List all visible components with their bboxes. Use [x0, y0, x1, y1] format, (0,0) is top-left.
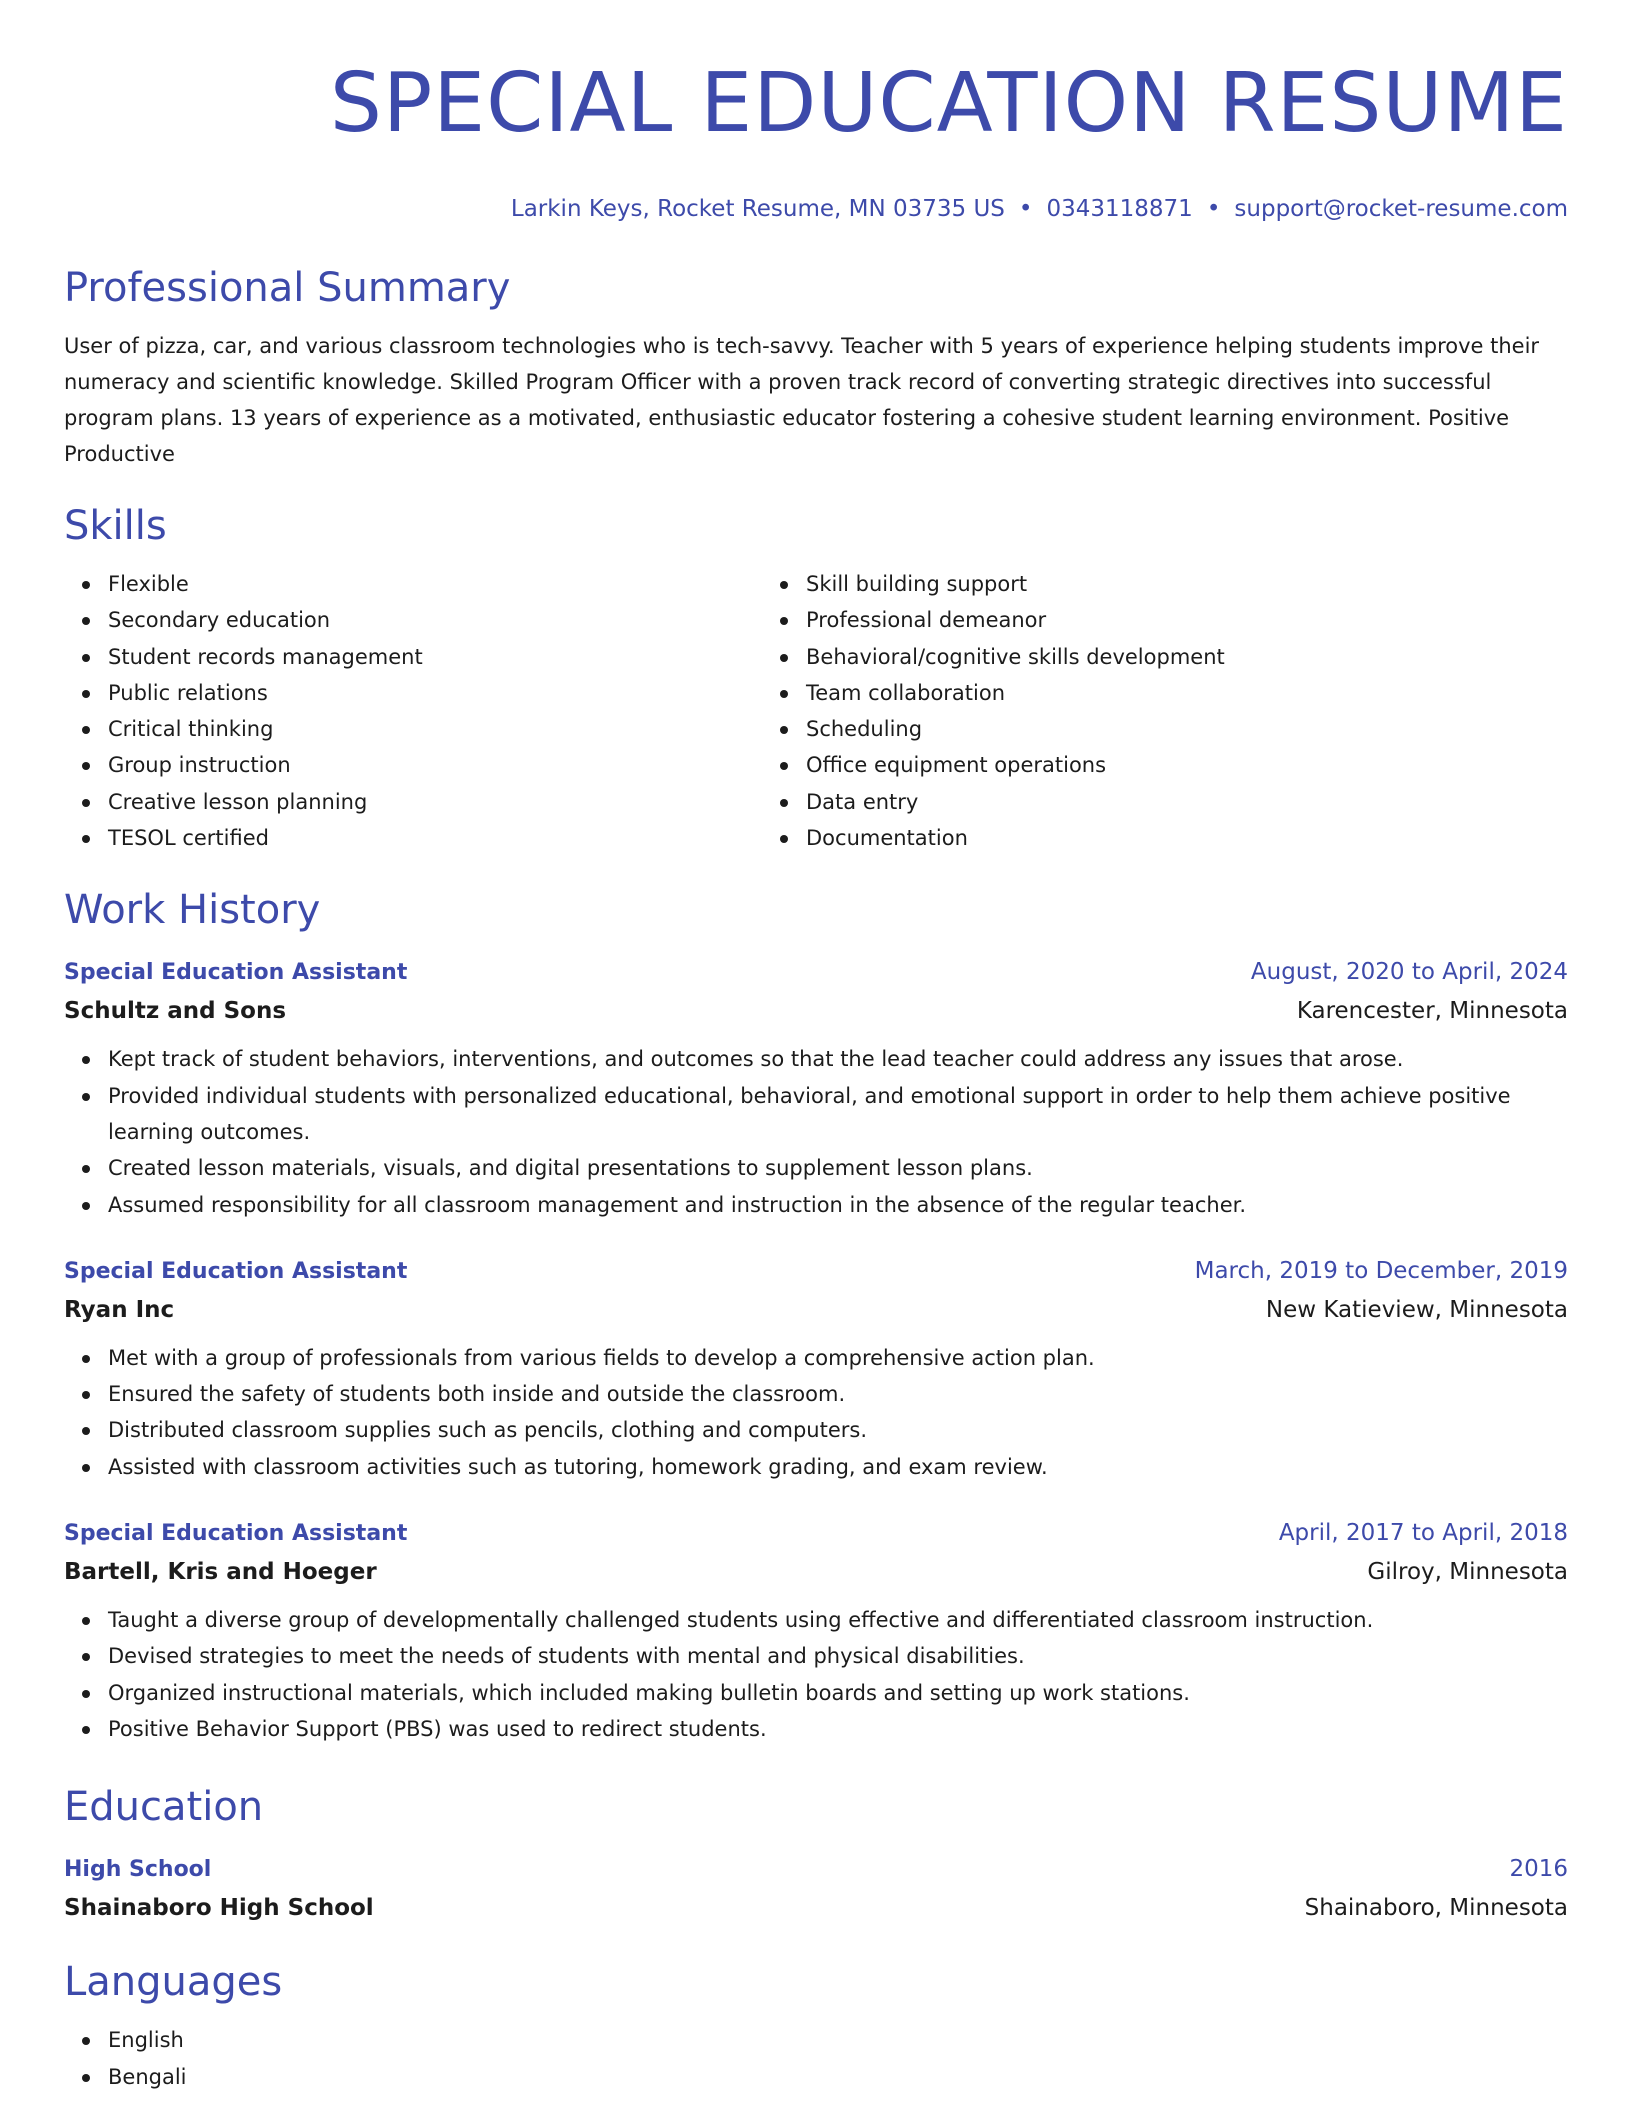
job-entry [64, 1255, 1568, 1485]
skill-item: Office equipment operations [806, 747, 1568, 783]
skills-column-left [64, 566, 762, 856]
job-location: New Katieview, Minnesota [1265, 1296, 1568, 1323]
job-title: Special Education Assistant [64, 960, 408, 986]
skill-item: Critical thinking [108, 711, 762, 747]
job-dates: April, 2017 to April, 2018 [1278, 1520, 1568, 1547]
job-dates: March, 2019 to December, 2019 [1194, 1257, 1568, 1284]
skill-item: Creative lesson planning [108, 784, 762, 820]
contact-email[interactable]: support@rocket-resume.com [1234, 196, 1568, 222]
education-heading: Education [64, 1784, 264, 1831]
skill-item: Flexible [108, 566, 762, 602]
job-entry [64, 1517, 1568, 1747]
skills-heading: Skills [64, 503, 167, 549]
skill-item: Student records management [108, 639, 762, 675]
job-duty: Assisted with classroom activities such as tutoring, homework grading, and exam review. [108, 1449, 1568, 1485]
skill-item: Documentation [806, 820, 1568, 856]
skill-item: Scheduling [806, 711, 1568, 747]
job-entry [64, 956, 1568, 1222]
job-duty: Kept track of student behaviors, interventions, and outcomes so that the lead teacher could address any issues that arose. [108, 1041, 1568, 1077]
job-title: Special Education Assistant [64, 1258, 408, 1284]
languages-list [64, 2022, 1568, 2095]
job-duties [64, 1041, 1568, 1222]
resume-page [64, 0, 1568, 2095]
skill-item: Group instruction [108, 747, 762, 783]
language-item: Bengali [108, 2059, 1568, 2095]
job-employer: Schultz and Sons [64, 998, 287, 1025]
job-title: Special Education Assistant [64, 1521, 408, 1547]
languages-heading: Languages [64, 1959, 283, 2006]
job-duty: Provided individual students with personalized educational, behavioral, and emotional support in order to help them achieve positive learning outcomes. [108, 1078, 1568, 1151]
skill-item: TESOL certified [108, 820, 762, 856]
skills-column-right [762, 566, 1568, 856]
job-employer: Ryan Inc [64, 1296, 175, 1323]
education-entry [64, 1853, 1568, 1924]
skill-item: Skill building support [806, 566, 1568, 602]
job-duty: Devised strategies to meet the needs of students with mental and physical disabilities. [108, 1638, 1568, 1674]
job-employer: Bartell, Kris and Hoeger [64, 1559, 377, 1586]
job-duty: Positive Behavior Support (PBS) was used to redirect students. [108, 1711, 1568, 1747]
skill-item: Team collaboration [806, 675, 1568, 711]
education-year: 2016 [1509, 1856, 1568, 1883]
skill-item: Data entry [806, 784, 1568, 820]
contact-line [64, 194, 1568, 224]
work-history-heading: Work History [64, 887, 321, 934]
summary-text: User of pizza, car, and various classroom technologies who is tech-savvy. Teacher with 5 years of experience helping students improve their numeracy and scientific knowledge. Skilled Program Officer with a proven track record of converting strategic directives into successful program plans. 13 years of experience as a motivated, enthusiastic educator fostering a cohesive student learning environment. Positive Productive [64, 334, 1540, 466]
skill-item: Behavioral/cognitive skills development [806, 639, 1568, 675]
job-dates: August, 2020 to April, 2024 [1250, 959, 1568, 986]
skill-item: Secondary education [108, 602, 762, 638]
job-duty: Met with a group of professionals from various fields to develop a comprehensive action plan. [108, 1340, 1568, 1376]
contact-separator: • [1206, 196, 1221, 222]
job-duties [64, 1340, 1568, 1485]
job-duty: Ensured the safety of students both inside and outside the classroom. [108, 1376, 1568, 1412]
language-item: English [108, 2022, 1568, 2058]
education-school: Shainaboro High School [64, 1895, 374, 1922]
job-duty: Created lesson materials, visuals, and digital presentations to supplement lesson plans. [108, 1150, 1568, 1186]
contact-address: Larkin Keys, Rocket Resume, MN 03735 US [510, 196, 1005, 222]
job-duty: Taught a diverse group of developmentally challenged students using effective and differentiated classroom instruction. [108, 1602, 1568, 1638]
skill-item: Professional demeanor [806, 602, 1568, 638]
resume-title: SPECIAL EDUCATION RESUME [329, 56, 1568, 151]
skills-list [64, 566, 1568, 856]
job-location: Karencester, Minnesota [1296, 998, 1568, 1025]
job-duty: Assumed responsibility for all classroom management and instruction in the absence of the regular teacher. [108, 1187, 1568, 1223]
job-duties [64, 1602, 1568, 1747]
education-location: Shainaboro, Minnesota [1304, 1895, 1568, 1922]
education-degree: High School [64, 1857, 212, 1883]
skill-item: Public relations [108, 675, 762, 711]
job-duty: Distributed classroom supplies such as pencils, clothing and computers. [108, 1412, 1568, 1448]
job-location: Gilroy, Minnesota [1367, 1559, 1568, 1586]
contact-phone[interactable]: 0343118871 [1046, 196, 1193, 222]
contact-separator: • [1018, 196, 1033, 222]
summary-heading: Professional Summary [64, 265, 511, 311]
job-duty: Organized instructional materials, which included making bulletin boards and setting up work stations. [108, 1675, 1568, 1711]
